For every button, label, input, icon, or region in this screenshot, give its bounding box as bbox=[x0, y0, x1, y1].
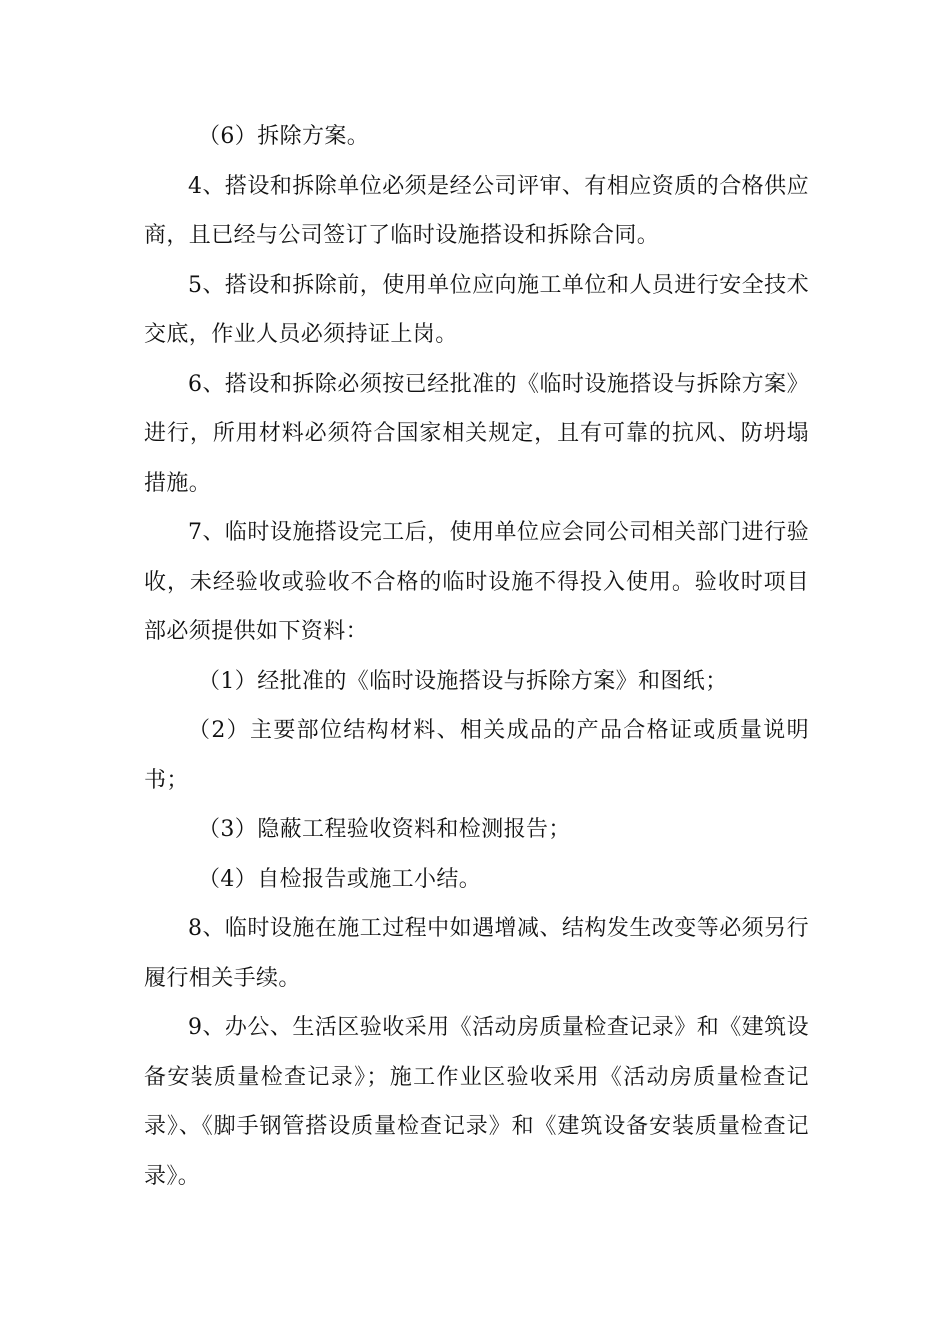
clause-6: 6、搭设和拆除必须按已经批准的《临时设施搭设与拆除方案》进行，所用材料必须符合国家相关规定，且有可靠的抗风、防坍塌措施。 bbox=[144, 371, 809, 496]
list-item-6-demolition-plan: （6）拆除方案。 bbox=[198, 124, 370, 149]
document-body bbox=[144, 112, 809, 1201]
clause-4: 4、搭设和拆除单位必须是经公司评审、有相应资质的合格供应商，且已经与公司签订了临时设施搭设和拆除合同。 bbox=[144, 173, 809, 248]
clause-8: 8、临时设施在施工过程中如遇增减、结构发生改变等必须另行履行相关手续。 bbox=[144, 916, 809, 991]
list-item-1: （1）经批准的《临时设施搭设与拆除方案》和图纸； bbox=[198, 668, 728, 694]
clause-5: 5、搭设和拆除前，使用单位应向施工单位和人员进行安全技术交底，作业人员必须持证上岗。 bbox=[144, 272, 809, 347]
list-item-2: （2）主要部位结构材料、相关成品的产品合格证或质量说明书； bbox=[144, 718, 809, 793]
list-item-3: （3）隐蔽工程验收资料和检测报告； bbox=[198, 817, 571, 842]
clause-7: 7、临时设施搭设完工后，使用单位应会同公司相关部门进行验收，未经验收或验收不合格的临时设施不得投入使用。验收时项目部必须提供如下资料： bbox=[144, 520, 809, 644]
clause-9: 9、办公、生活区验收采用《活动房质量检查记录》和《建筑设备安装质量检查记录》；施工作业区验收采用《活动房质量检查记录》、《脚手钢管搭设质量检查记录》和《建筑设备安装质量检查记录》。 bbox=[144, 1015, 809, 1189]
list-item-4: （4）自检报告或施工小结。 bbox=[198, 866, 482, 892]
